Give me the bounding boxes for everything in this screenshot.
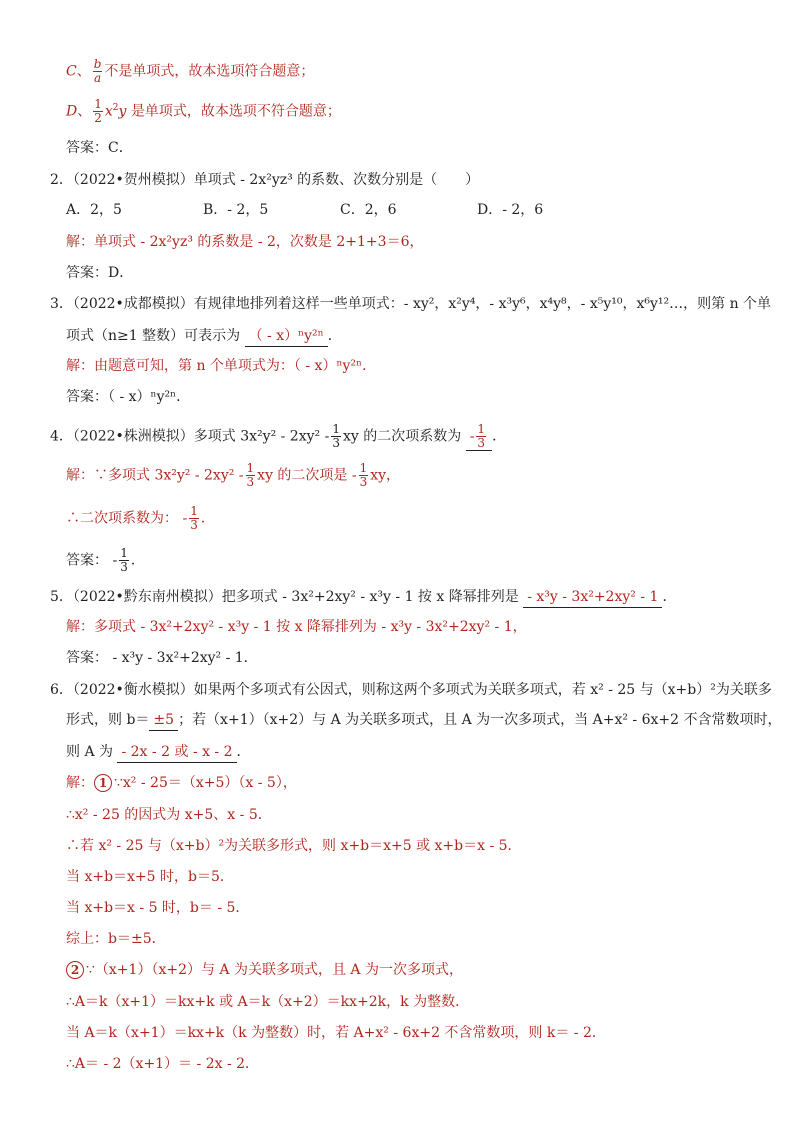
option-b: B．- 2，5	[203, 202, 269, 218]
solution-6-line: 当 x+b＝x+5 时，b＝5．	[66, 869, 234, 885]
solution-6-line: ∴A＝ - 2（x+1）＝ - 2x - 2．	[66, 1056, 260, 1072]
answer-1: 答案：C．	[66, 140, 133, 156]
solution-6-line: 当 x+b＝x - 5 时，b＝ - 5．	[66, 900, 250, 916]
question-2-options	[66, 200, 614, 220]
solution-5: 解：多项式 - 3x²+2xy² - x³y - 1 按 x 降幂排列为 - x³y - 3x²+2xy² - 1，	[66, 619, 527, 635]
question-6-cont: 形式，则 b＝ ±5 ；若（x+1）（x+2）与 A 为关联多项式，且 A 为一次多项式，当 A+x² - 6x+2 不含常数项时，	[66, 710, 781, 731]
answer-blank-6b: - 2x - 2 或 - x - 2	[117, 742, 236, 763]
solution-6-line: 当 A＝k（x+1）＝kx+k（k 为整数）时，若 A+x² - 6x+2 不含常数项，则 k＝ - 2．	[66, 1025, 606, 1041]
option-d: D．- 2，6	[477, 202, 544, 218]
option-c-explanation: C、 $\frac{b}{a}$ 不是单项式，故本选项符合题意；	[66, 57, 315, 85]
question-2: 2．（2022•贺州模拟）单项式 - 2x²yz³ 的系数、次数分别是（ ）	[50, 172, 480, 188]
circled-number-2: 2	[66, 961, 84, 979]
solution-6-step2: 2 ∵（x+1）（x+2）与 A 为关联多项式，且 A 为一次多项式，	[66, 960, 463, 980]
answer-5: 答案： - x³y - 3x²+2xy² - 1．	[66, 650, 258, 666]
question-5: 5．（2022•黔东南州模拟）把多项式 - 3x²+2xy² - x³y - 1 按 x 降幂排列是 - x³y - 3x²+2xy² - 1 ．	[50, 587, 676, 608]
solution-3: 解：由题意可知，第 n 个单项式为：（ - x）ⁿy²ⁿ．	[66, 358, 377, 374]
answer-blank-6a: ±5	[149, 710, 178, 731]
answer-4: 答案： - $\frac{1}{3}$ ．	[66, 546, 145, 574]
question-3: 3．（2022•成都模拟）有规律地排列着这样一些单项式：- xy²，x²y⁴，- x³y⁶，x⁴y⁸，- x⁵y¹⁰，x⁶y¹²…，则第 n 个单	[50, 296, 772, 312]
circled-number-1: 1	[94, 774, 112, 792]
option-a: A．2，5	[66, 202, 122, 218]
solution-2: 解：单项式 - 2x²yz³ 的系数是 - 2，次数是 2+1+3＝6，	[66, 234, 424, 250]
solution-6-step1: 解： 1 ∵x² - 25＝（x+5）（x - 5），	[66, 775, 297, 791]
solution-6-line: ∴x² - 25 的因式为 x+5、x - 5．	[66, 807, 272, 823]
solution-6-line: 综上：b＝±5．	[66, 931, 166, 947]
solution-6-line: ∴若 x² - 25 与（x+b）²为关联多形式，则 x+b＝x+5 或 x+b＝x - 5．	[66, 838, 522, 854]
answer-3: 答案：（ - x）ⁿy²ⁿ．	[66, 389, 191, 405]
question-6: 6．（2022•衡水模拟）如果两个多项式有公因式，则称这两个多项式为关联多项式，若 x² - 25 与（x+b）²为关联多	[50, 682, 772, 698]
solution-4: 解：∵多项式 3x²y² - 2xy² - $\frac{1}{3}$ xy 的二次项是 - $\frac{1}{3}$ xy，	[66, 461, 401, 489]
solution-6-line: ∴A＝k（x+1）＝kx+k 或 A＝k（x+2）＝kx+2k，k 为整数．	[66, 994, 470, 1010]
answer-blank-5: - x³y - 3x²+2xy² - 1	[523, 587, 662, 608]
solution-4-coefficient: ∴二次项系数为： - $\frac{1}{3}$ ．	[66, 504, 215, 532]
answer-2: 答案：D．	[66, 265, 134, 281]
answer-blank-3: （ - x）ⁿy²ⁿ	[245, 326, 328, 347]
answer-blank-4: - $\frac{1}{3}$	[466, 423, 492, 451]
option-d-explanation: D、 $\frac{1}{2}$ $x^2y$ 是单项式，故本选项不符合题意；	[66, 97, 341, 126]
question-4: 4．（2022•株洲模拟）多项式 3x²y² - 2xy² - $\frac{1}{3}$ xy 的二次项系数为 - $\frac{1}{3}$ ．	[50, 422, 507, 450]
option-c: C．2，6	[340, 202, 397, 218]
question-6-cont2: 则 A 为 - 2x - 2 或 - x - 2 ．	[66, 742, 251, 763]
question-3-cont: 项式（n≥1 整数）可表示为 （ - x）ⁿy²ⁿ ．	[66, 326, 342, 347]
